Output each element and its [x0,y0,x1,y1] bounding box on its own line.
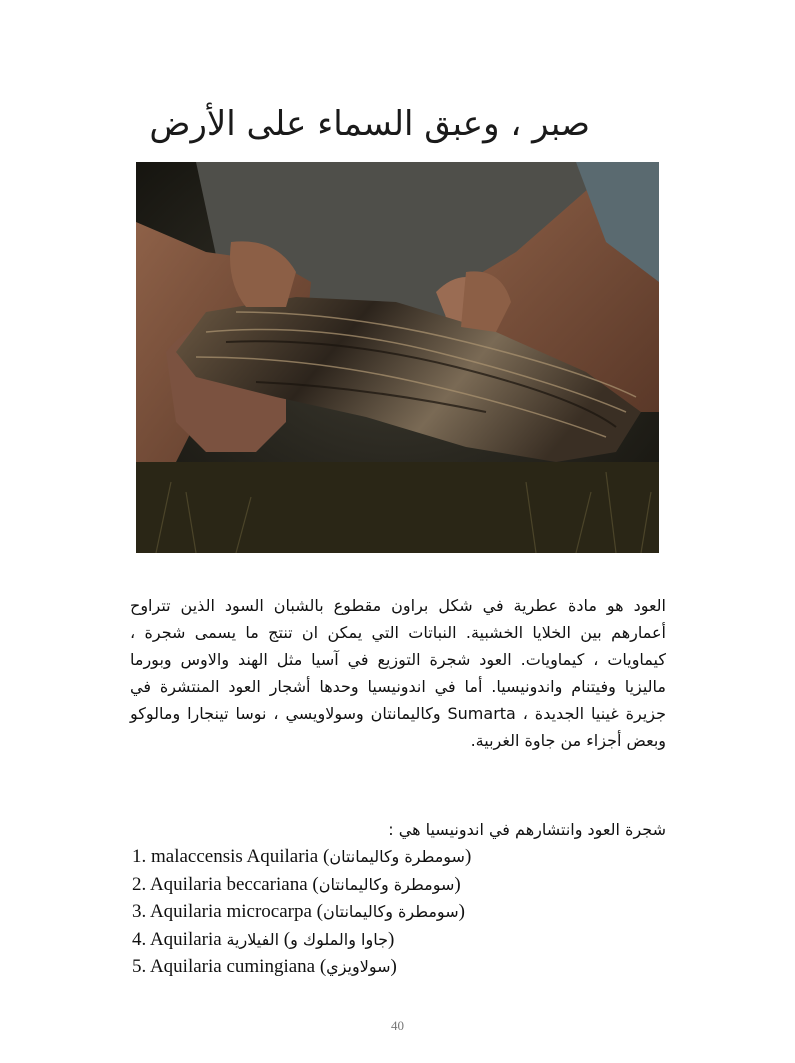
species-region: سومطرة وكاليمانتان [318,874,455,894]
species-region: سومطرة وكاليمانتان [329,847,465,866]
page-number: 40 [391,1018,404,1033]
list-item: 1. malaccensis Aquilaria (سومطرة وكاليمانتان) [132,846,472,867]
item-number: 1. [132,846,147,867]
item-number: 5. [132,956,147,977]
page-title: صبر ، وعبق السماء على الأرض [149,104,590,144]
item-number: 3. [132,901,147,922]
species-latin-name: Aquilaria microcarpa [149,901,312,922]
species-latin-name: Aquilaria cumingiana [149,956,316,977]
species-list [132,843,672,981]
species-latin-name: malaccensis Aquilaria [151,846,319,867]
item-number: 4. [132,928,147,950]
species-region: جاوا والملوك و [290,929,388,949]
species-latin-name: Aquilaria [149,928,222,950]
species-name-arabic: الفيلارية [226,929,280,949]
list-item: 2. Aquilaria beccariana (سومطرة وكاليمانتان) [132,873,461,895]
species-region: سولاويزي [326,957,391,976]
body-paragraph: العود هو مادة عطرية في شكل براون مقطوع ‏بالشبان السود الذين تتراوح أعمارهم بين الخلايا الخشبية. النباتات التي يمكن ان تنتج ما يسمى شجرة ، كيماويات ، كيماويات. العود شجرة التوزيع في آسيا مثل الهند والاوس وبورما ماليزيا وفيتنام واندونيسيا. أما في اندونيسيا وحدها أشجار العود المنتشرة في جزيرة غينيا الجديدة ، Sumarta وكاليمانتان وسولاويسي ، نوسا تينجارا ومالوكو وبعض أجزاء من جاوة الغربية. [130,596,666,750]
species-list-intro: شجرة العود وانتشارهم في اندونيسيا هي : [388,820,666,839]
list-item: 3. Aquilaria microcarpa (سومطرة وكاليمانتان) [132,901,465,922]
agarwood-photo [136,162,659,553]
species-latin-name: Aquilaria beccariana [149,873,308,895]
list-item: 4. Aquilaria الفيلارية (جاوا والملوك و) [132,928,395,950]
item-number: 2. [132,873,147,895]
list-item: 5. Aquilaria cumingiana (سولاويزي) [132,956,397,977]
species-region: سومطرة وكاليمانتان [322,902,459,921]
